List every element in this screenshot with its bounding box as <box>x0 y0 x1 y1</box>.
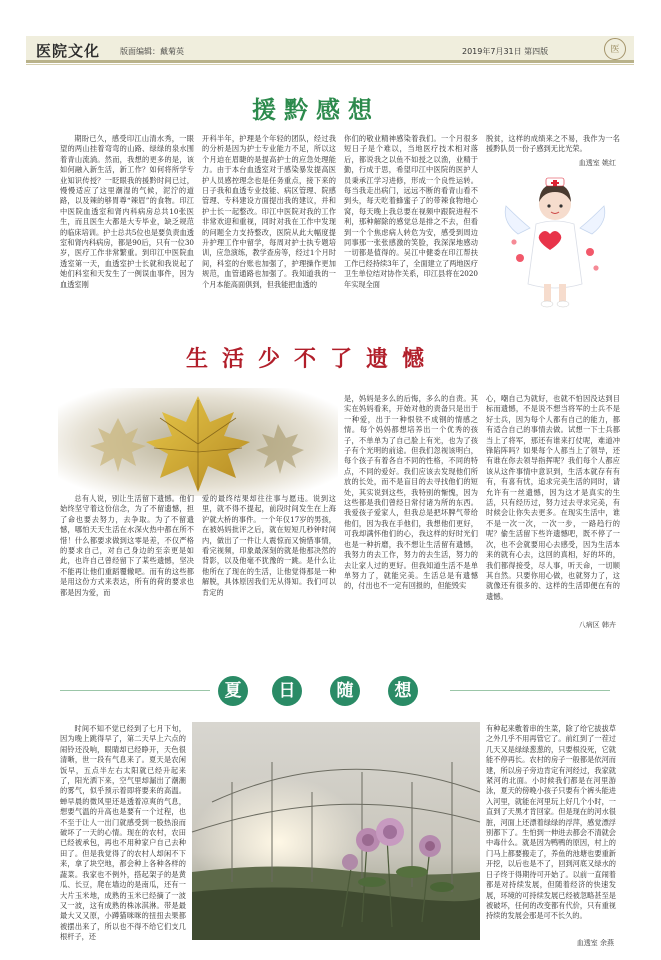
maple-leaf-photo <box>58 388 338 496</box>
header-rule-thin <box>26 64 634 65</box>
article3-title-char-1: 夏 <box>218 676 248 706</box>
hospital-logo-icon <box>604 38 626 60</box>
article3-title-char-2: 日 <box>272 676 302 706</box>
article3-rule-right <box>450 690 610 691</box>
article2-col4: 心，嘲自己为就好，也就不怕因没达到目标而遗憾，不是说不想当将军的士兵不是好士兵，因为每个人都有自己的能力，都有适合自己的事情去做。试想一下士兵都当上了将军，那还有谁来打仗呢，难道冲锋陷阵吗？如果每个人都当上了领导，还有谁在你去领导指挥呢？我们每个人都应该从这件事情中意识到，生活本就存有有有，有喜有忧，追求完美生活的同时，请允许有一丝遗憾，因为这才是真实的生活，只有经历过，努力过去寻求完美，有时候会让你失去更多。在现实生活中，谁不是一次一次，一次一步，一路趋行的呢？偷生活留下些许遗憾吧，既不停了一次，也不会就要用心去感受，因为生活本来的就有心去，这回的真相，好的坏的，我们都得接受，尽人事，听天命，一切顺其自然。只要你用心做，也就努力了，这就像还有很多的、这样的生活即便在有的遗憾。 <box>486 394 620 601</box>
article3-col1: 时间不知不觉已经到了七月下旬，因为晚上跳得早了，第二天早上六点的闹铃还没响，眼睛却已经睁开，天色很清晰，世一段有气息来了。夏天是农闲饭早，五点半左右太阳就已经升起来了，阳光洒下来，空气里却漏出了潮潮的雾气，似乎预示着即将要来的高温。蝉早晨的微风里还是透着凉爽的气息，想要气温的升高也是要有一个过程，也不至于让人一出门就感受到一股热浪而破坏了一天的心情。现在的农村，农田已经被承包，再也不用种家户自己去种田了。但是我觉得了的农村人却闲不下来，拿了块空地，都会种上各种各样的蔬菜。我家也不例外，搭起架子的是黄瓜、长豆，爬在墙边的是南瓜，还有一大片玉米地，成熟的玉米已经摘了一波又一波，这有成熟的株冰淇淋。带是最最大又又原，小蹲猫咪咪的扭扭去果都被摆出来了，所以也不得不给它们支几根杆子，还 <box>60 724 186 942</box>
article3-title-char-4: 想 <box>388 676 418 706</box>
nurse-illustration <box>500 172 610 312</box>
logo-glyph: 医 <box>610 45 620 55</box>
article1-title: 援黔感想 <box>252 95 380 124</box>
article2-col1: 总有人说，别让生活留下遗憾。他们始终坚守着这份信念，为了不留遗憾，担了命也要去努力，去争取。为了不留遗憾，哪怕天天生活在水深火热中都在所不惜！什么都要求做到这零是差，不仅严格的要求自己，对自己身边的至亲更是如此，也许自己曾经留下了某些遗憾，坚决不能再让他们重蹈覆辙吧。而有的这些都是用这份方式来表达，所有的荷的要求也都是因为爱，而 <box>60 494 194 597</box>
article3-col2: 有种起来敷着串的生菜，除了给它拔拔草之外几乎不用再管它了。前红到了一茬过几天又是绿绿葱葱的，只要根没死，它就能不停再长。农村的房子一般都是依河而建，所以房子旁边肯定有河经过，我家就紧河的北面。小时候我们都是在河里游泳，夏天的傍晚小孩子只要有个裤头能进入河里，就能在河里玩上好几个小时，一直到了天黑才肯回家。但是现在的河水很脏，河面上还漂着绿绿的浮萍，感觉漂浮别都下了。生怕到一伸进去都会不清就会中毒什么。就是因为鸭鸭的原因，村上的门马上都要搬走了，养鱼的池塘也要重新开挖，以后也是不了，回到河底又绿水的日子终于得期待可开始了。以前一直闹着都是对持续发展，但随着经济的快速发展，环境的可持续发展已经被忽略甚至是被破坏，任何的改变都有代价，只有重视持续的发展会那是可不长久的。 <box>486 724 616 921</box>
article2-col3: 是，妈妈是多么的后悔，多么的自责。其实在妈妈看来，开始对他的责备只是出于一种爱，出于一种恨铁不成钢的情感之情。每个妈妈都想培养出一个优秀的孩子，不单单为了自己脸上有光，也为了孩子有个光明的前途。但我们忽视该明白，每个孩子有着各自不同的性格，不同的特点，不同的爱好。我们应该去发现他们所放的长处，而不是盲目的去寻找他们的短处，其实说到这些，我特别的惭愧，因为这些都是我们曾经日常付诸为所的东西。我爱孩子爱家人，但我总是把坏脾气带给他们，因为我在手他们，我想他们更好，可我却满怀他们的心，我这样的好时光们也是一种折磨，我不想让生活留有遗憾，我努力的去工作，努力的去生活，努力的去让家人过的更好。但我知道生活不是单单努力了，就能完美。生活总是有遗憾的，付出也不一定有回报的，但能毁实 <box>344 394 478 591</box>
article1-col2: 开科半年，护理是个年轻的团队，经过我的分析是因为护士专业能力不足，所以这个月迫在眉睫的是提高护士的应急处理能力。由于本台血透室对于感染暴发提高医护人员感控理念也是任务重点，接下来的日子我和血透专业技能、病区管理、院感管理、专科建设方面提出我的建议，并和护士长一起整改。印江中医院对我的工作非常欢迎和重视，同时对我在工作中发现的问题全力支持整改，医院从此大幅度提升护理工作中留学，每周对护士执专题培训，应急演练，教学查房等，经过1个月时间，科室的台账也加强了，护理操作更加规范，血管通路也加强了。我知道我的一个月本能高面俱到，但我能把血透的 <box>202 134 336 289</box>
garden-roses-photo <box>192 722 480 940</box>
article2-title: 生活少不了遗憾 <box>186 346 439 372</box>
header-rule <box>26 60 634 63</box>
editor-label: 版面编辑：戴菊英 <box>120 47 184 56</box>
article3-rule-left <box>60 690 210 691</box>
section-title: 医院文化 <box>36 42 101 60</box>
article3-signature: 血透室 余燕 <box>576 939 614 947</box>
article3-title-char-3: 随 <box>330 676 360 706</box>
issue-date: 2019年7月31日 第四版 <box>462 47 549 56</box>
article1-signature: 血透室 姚红 <box>578 159 616 167</box>
article2-signature: 八病区 韩卉 <box>578 621 616 629</box>
article2-col2: 爱的最终结果却往往事与愿违。说到这里，就不得不提起，前段时间发生在上海沪就大桥的事件。一个年仅17岁的男孩，在被妈妈批评之后，就在短短几秒钟时间内，做出了一件让人震惊而又惋惜事情，看完视频，印象最深刻的就是他那决然的背影，以及他毫不犹豫的一跳。是什么让他所在了现在的生活，让他觉得那是一种解脱，具体原因我们无从得知。我们可以肯定的 <box>202 494 336 597</box>
article1-col3: 你们的敬业精神感染着我们。一个月很多短日子是个难以，当地医疗技术相对落后，都说我之以鱼不如授之以渔，业精于勤，行成于思，希望印江中医院的医护人员秉承江学习进修，形成一个良性运转。每当我走出病门，远远不断的看青山看不到头，每天吃着蜂蜜子了的带辣食物地心窝，每天晚上我总要在视频中跟院进程不利，那种解除的感觉总是排之不去，但看到一个个焦虑病人转危为安，感受到周边同事那一张张感激的笑脸，我深深地感动一切都是值得的。吴江中健委在印江帮扶工作已经持续3年了，全面建立了两地医疗卫生单位结对协作关系，印江县将在2020年实现全面 <box>344 134 478 289</box>
article1-col4: 脱贫，这样的成绩来之不易，我作为一名援黔队员一份子感到无比光荣。 <box>486 134 620 154</box>
article1-col1: 期盼已久，感受印江山清水秀，一眼望的两山挂着弯弯的山路、绿绿的泉水围着青山流淌。然而，我想的更多的是，该如何融入新生活，新工作？如何将所学专业知识传授？一眨眼我的援黔时间已过，慢慢适应了这里潮湿的气候，泥泞的道路，以及辣的够胃尊“辣眉”的食物。印江中医院血透室和肾内科病房总共10张医生，而且医生大都是大专毕业，缺乏规范的临床培训。护士总共5位也是要负责血透室和肾内科病房，都是90后，只有一位30岁，医疗工作非常繁重。到印江中医院血透室第一天，血透室护士长就和我说起了她们科室和天发生了一例误血事件，因为血透室刚 <box>60 134 194 289</box>
